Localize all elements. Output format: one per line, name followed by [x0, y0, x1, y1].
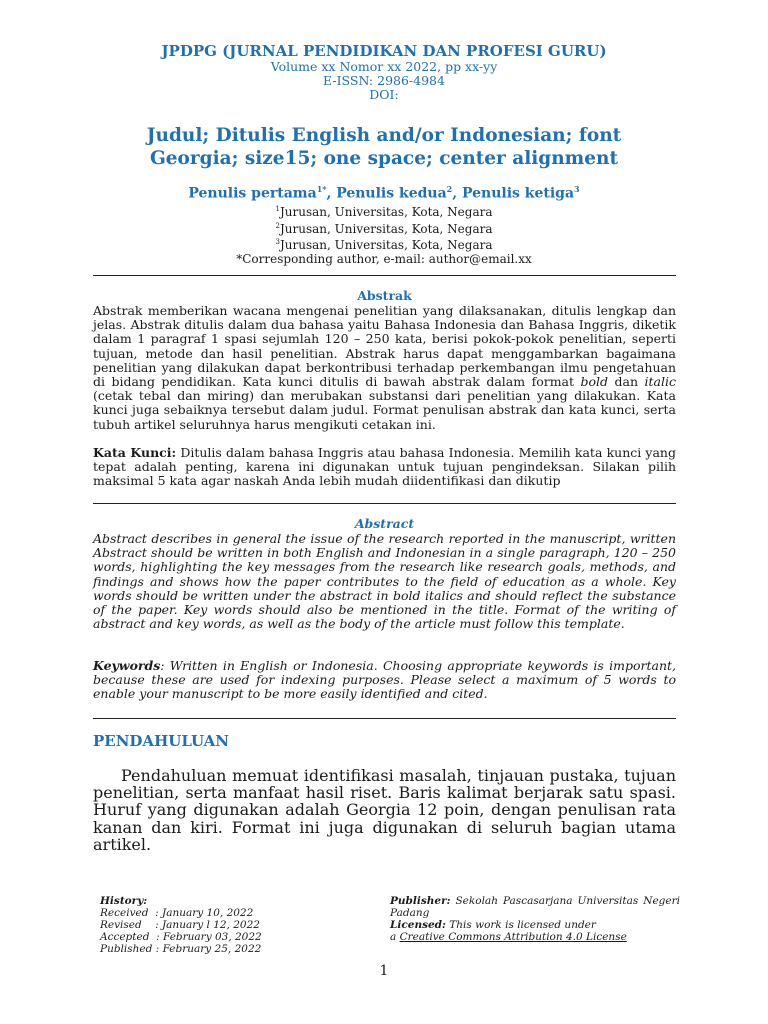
affiliation-2: $^2$Jurusan, Universitas, Kota, Negara — [275, 221, 493, 236]
divider — [93, 275, 676, 276]
affiliation-3: $^3$Jurusan, Universitas, Kota, Negara — [275, 238, 493, 253]
keywords: Keywords: Written in English or Indonesia. Choosing appropriate keywords is important, because these are used for indexing purposes. Please select a maximum of 5 words to enable your manuscript to be more easily identified and cited. — [93, 658, 676, 702]
abstrak-text: Abstrak memberikan wacana mengenai penelitian yang dilaksanakan, ditulis lengkap dan jelas. Abstrak ditulis dalam dua bahasa yaitu Bahasa Indonesia dan Bahasa Inggris, diketik dalam 1 paragraf 1 spasi sejumlah 120 – 250 kata, berisi pokok-pokok penelitian, seperti tujuan, metode dan hasil penelitian. Abstrak harus dapat menggambarkan bagaimana penelitian yang dilakukan dapat berkontribusi terhadap perkembangan ilmu pengetahuan di bidang pendidikan. Kata kunci ditulis di bawah abstrak dalam format bold dan italic (cetak tebal dan miring) dan merubakan substansi dari penelitian yang dilakukan. Kata kunci juga sebaiknya tersebut dalam judul. Format penulisan abstrak dan kata kunci, serta tubuh artikel seluruhnya harus mengikuti cetakan ini. — [93, 303, 677, 432]
kata-kunci: Kata Kunci: Ditulis dalam bahasa Inggris atau bahasa Indonesia. Memilih kata kunci yang tepat adalah penting, karena ini digunakan untuk tujuan pengindeksan. Silakan pilih maksimal 5 kata agar naskah Anda lebih mudah diidentifikasi dan dikutip — [93, 445, 676, 489]
divider — [93, 503, 676, 504]
divider — [93, 718, 676, 719]
journal-name: JPDPG (JURNAL PENDIDIKAN DAN PROFESI GURU) — [161, 42, 607, 60]
corresponding-author: *Corresponding author, e-mail: author@email.xx — [236, 251, 532, 266]
license-link[interactable]: Creative Commons Attribution 4.0 License — [399, 931, 627, 943]
author-list: Penulis pertama$^{1*}$, Penulis kedua$^2$, Penulis ketiga$^3$ — [188, 184, 580, 202]
intro-paragraph: Pendahuluan memuat identifikasi masalah, tinjauan pustaka, tujuan penelitian, serta manfaat hasil riset. Baris kalimat berjarak satu spasi. Huruf yang digunakan adalah Georgia 12 poin, dengan penulisan rata kanan dan kiri. Format ini juga digunakan di seluruh bagian utama artikel. — [93, 766, 676, 854]
abstract-text: Abstract describes in general the issue of the research reported in the manuscript, written Abstract should be written in both English and Indonesian in a single paragraph, 120 – 250 words, highlighting the key messages from the research like research goals, methods, and findings and shows how the paper contributes to the field of education as a whole. Key words should be written under the abstract in bold italics and should reflect the substance of the paper. Key words should also be mentioned in the title. Format of the writing of abstract and key words, as well as the body of the article must follow this template. — [93, 531, 676, 632]
abstract-heading: Abstract — [354, 516, 415, 531]
journal-meta — [0, 60, 768, 102]
article-title: Judul; Ditulis English and/or Indonesian; font Georgia; size15; one space; center alignment — [146, 125, 622, 169]
history-block: History: Received : January 10, 2022 Revised : January l 12, 2022 Accepted : February 03, 2022 Published : February 25, 2022 — [100, 895, 262, 955]
issn-line: E-ISSN: 2986-4984 — [323, 73, 445, 88]
section-heading: PENDAHULUAN — [93, 732, 230, 750]
publisher-block: Publisher: Sekolah Pascasarjana Universitas Negeri Padang Licensed: This work is licensed under a Creative Commons Attribution 4.0 License — [390, 895, 680, 943]
affiliations — [0, 203, 768, 266]
doi-line: DOI: — [369, 87, 399, 102]
page-number: 1 — [379, 963, 389, 979]
volume-line: Volume xx Nomor xx 2022, pp xx-yy — [270, 59, 498, 74]
author-1: Penulis pertama — [188, 185, 317, 202]
author-2: Penulis kedua — [336, 185, 447, 202]
abstrak-heading: Abstrak — [357, 288, 412, 303]
affiliation-1: $^1$Jurusan, Universitas, Kota, Negara — [275, 205, 493, 219]
author-3: Penulis ketiga — [461, 185, 575, 202]
